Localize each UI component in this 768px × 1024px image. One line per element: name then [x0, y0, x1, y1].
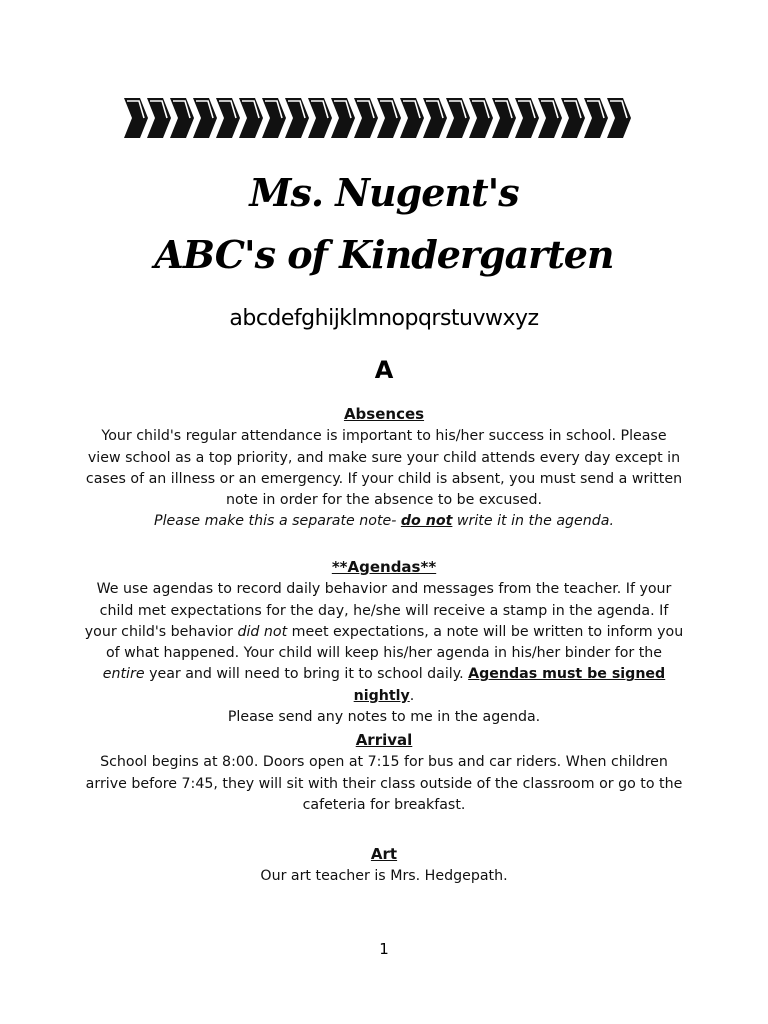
chevron-shape — [239, 98, 263, 138]
chevron-shape — [170, 98, 194, 138]
agendas-line2: Please send any notes to me in the agenda. — [227, 709, 541, 726]
chevron-shape — [607, 98, 631, 138]
chevron-shape — [561, 98, 585, 138]
chevron-shape — [193, 98, 217, 138]
chevron-shape — [308, 98, 332, 138]
arrival-body: School begins at 8:00. Doors open at 7:15 for bus and car riders. When children arrive before 7:45, they will sit with their class outside of the classroom or go to the cafeteria for breakfast. — [85, 754, 683, 813]
chevron-shape — [492, 98, 516, 138]
page-number: 1 — [379, 940, 389, 958]
agendas-heading: **Agendas** — [331, 558, 437, 576]
agendas-signed-emphasis: Agendas must be signed nightly — [353, 666, 666, 704]
art-heading: Art — [370, 845, 398, 863]
title-line-1: Ms. Nugent's — [249, 170, 519, 215]
chevron-shape — [446, 98, 470, 138]
chevron-shape — [331, 98, 355, 138]
chevron-shape — [285, 98, 309, 138]
chevron-banner — [120, 94, 648, 142]
chevron-shape — [469, 98, 493, 138]
title-line-2: ABC's of Kindergarten — [154, 232, 614, 277]
agendas-body: We use agendas to record daily behavior and messages from the teacher. If your child met expectations for the day, he/she will receive a stamp in the agenda. If your child's behavior did not meet expectations, a note will be written to inform you of what happened. Your child will keep his/her agenda in his/her binder for the entire year and will need to bring it to school daily. Agendas must be signed nightly. — [84, 581, 684, 704]
art-body: Our art teacher is Mrs. Hedgepath. — [260, 868, 508, 885]
section-agendas — [84, 557, 684, 728]
chevron-shape — [538, 98, 562, 138]
section-absences — [84, 404, 684, 533]
absences-note: Please make this a separate note- do not write it in the agenda. — [154, 513, 614, 530]
chevron-shape — [216, 98, 240, 138]
chevron-shape — [377, 98, 401, 138]
chevron-shape — [147, 98, 171, 138]
chevron-shape — [400, 98, 424, 138]
chevron-shape — [124, 98, 148, 138]
chevron-shape — [354, 98, 378, 138]
section-arrival — [84, 730, 684, 816]
absences-note-emphasis: do not — [400, 513, 453, 530]
section-letter: A — [374, 356, 394, 384]
chevron-shape — [262, 98, 286, 138]
chevron-shape — [515, 98, 539, 138]
chevron-shape — [423, 98, 447, 138]
absences-body: Your child's regular attendance is important to his/her success in school. Please view school as a top priority, and make sure your child attends every day except in cases of an illness or an emergency. If your child is absent, you must send a written note in order for the absence to be excused. — [85, 428, 683, 509]
section-art — [84, 844, 684, 888]
arrival-heading: Arrival — [355, 731, 413, 749]
chevron-shape — [584, 98, 608, 138]
alphabet-line: abcdefghijklmnopqrstuvwxyz — [229, 306, 539, 331]
absences-heading: Absences — [343, 405, 425, 423]
